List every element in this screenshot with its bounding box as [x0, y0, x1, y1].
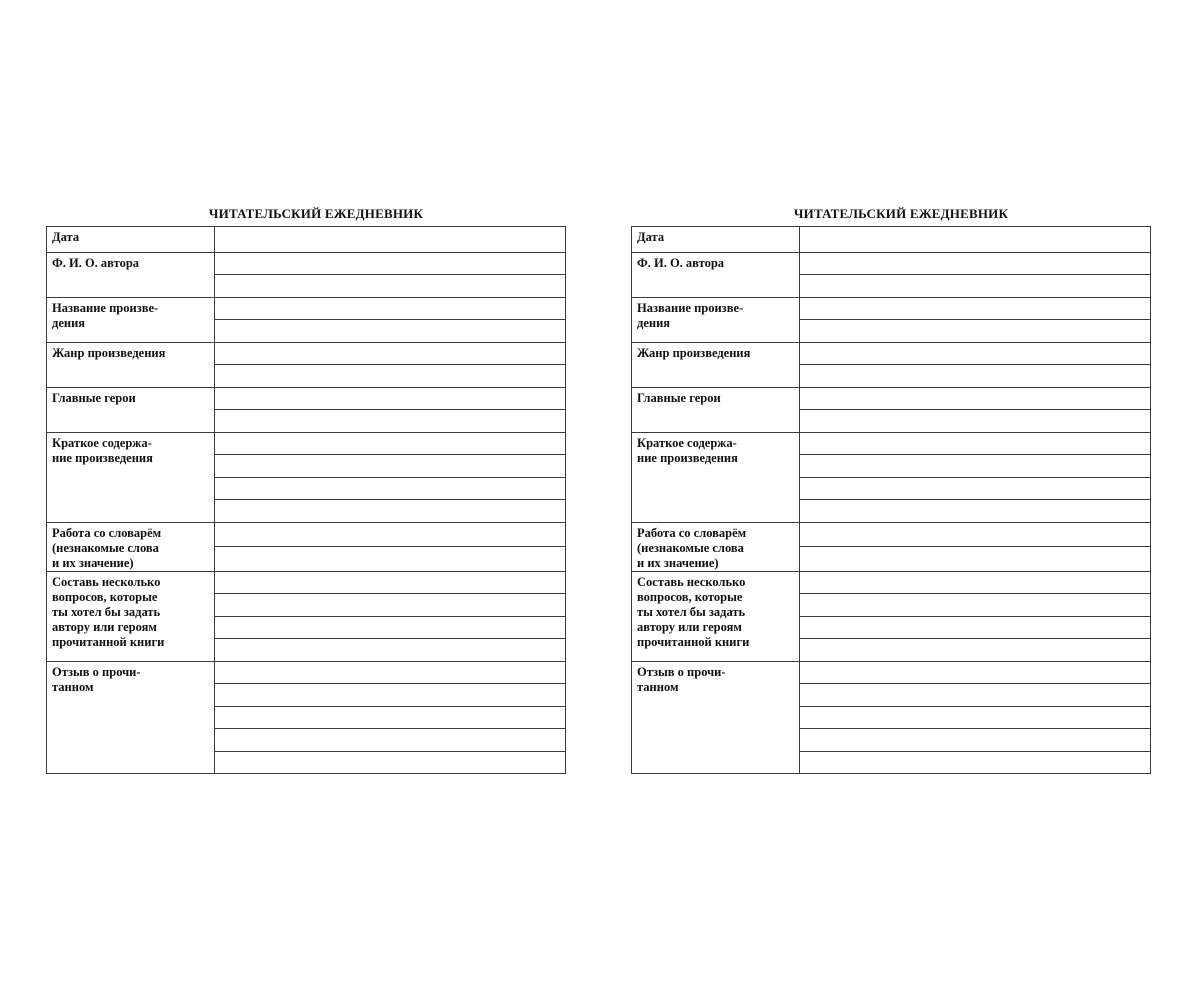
- field-label: Составь несколько вопросов, которые ты хотел бы задать автору или героям прочитанной книги: [632, 571, 800, 661]
- blank-writing-line[interactable]: [800, 297, 1151, 320]
- form-row: [632, 387, 1151, 410]
- field-label: Работа со словарём (незнакомые слова и их значение): [632, 522, 800, 571]
- field-label: Ф. И. О. автора: [47, 252, 215, 297]
- form-row: [47, 571, 566, 594]
- blank-writing-line[interactable]: [800, 522, 1151, 547]
- blank-writing-line[interactable]: [800, 252, 1151, 275]
- form-row: [632, 661, 1151, 684]
- blank-writing-line[interactable]: [215, 455, 566, 478]
- blank-writing-line[interactable]: [215, 365, 566, 388]
- blank-writing-line[interactable]: [215, 320, 566, 343]
- reading-diary-form: [631, 226, 1151, 774]
- form-row: [47, 387, 566, 410]
- field-label: Главные герои: [47, 387, 215, 432]
- form-row: [632, 571, 1151, 594]
- field-label: Составь несколько вопросов, которые ты хотел бы задать автору или героям прочитанной книги: [47, 571, 215, 661]
- blank-writing-line[interactable]: [800, 410, 1151, 433]
- blank-writing-line[interactable]: [800, 751, 1151, 774]
- blank-writing-line[interactable]: [215, 594, 566, 617]
- blank-writing-line[interactable]: [800, 547, 1151, 572]
- field-label: Дата: [47, 227, 215, 253]
- reading-diary-page-right: [631, 202, 1151, 774]
- blank-writing-line[interactable]: [215, 522, 566, 547]
- field-label: Название произве- дения: [632, 297, 800, 342]
- page-title: ЧИТАТЕЛЬСКИЙ ЕЖЕДНЕВНИК: [208, 206, 424, 221]
- blank-writing-line[interactable]: [800, 616, 1151, 639]
- form-row: [47, 342, 566, 365]
- blank-writing-line[interactable]: [800, 387, 1151, 410]
- form-row: [47, 252, 566, 275]
- blank-writing-line[interactable]: [800, 320, 1151, 343]
- blank-writing-line[interactable]: [215, 342, 566, 365]
- form-row: [47, 661, 566, 684]
- field-label: Название произве- дения: [47, 297, 215, 342]
- blank-writing-line[interactable]: [800, 706, 1151, 729]
- blank-writing-line[interactable]: [800, 432, 1151, 455]
- blank-writing-line[interactable]: [215, 387, 566, 410]
- reading-diary-page-left: [46, 202, 566, 774]
- blank-writing-line[interactable]: [215, 500, 566, 523]
- field-label: Дата: [632, 227, 800, 253]
- blank-writing-line[interactable]: [800, 639, 1151, 662]
- blank-writing-line[interactable]: [215, 410, 566, 433]
- blank-writing-line[interactable]: [800, 342, 1151, 365]
- blank-writing-line[interactable]: [800, 455, 1151, 478]
- form-row: [632, 252, 1151, 275]
- blank-writing-line[interactable]: [215, 684, 566, 707]
- blank-writing-line[interactable]: [800, 500, 1151, 523]
- form-row: [632, 297, 1151, 320]
- blank-writing-line[interactable]: [800, 571, 1151, 594]
- blank-writing-line[interactable]: [215, 729, 566, 752]
- field-label: Главные герои: [632, 387, 800, 432]
- blank-writing-line[interactable]: [800, 684, 1151, 707]
- page-title: ЧИТАТЕЛЬСКИЙ ЕЖЕДНЕВНИК: [793, 206, 1009, 221]
- blank-writing-line[interactable]: [215, 275, 566, 298]
- field-label: Жанр произведения: [47, 342, 215, 387]
- blank-writing-line[interactable]: [215, 547, 566, 572]
- blank-writing-line[interactable]: [215, 571, 566, 594]
- field-label: Ф. И. О. автора: [632, 252, 800, 297]
- blank-writing-line[interactable]: [215, 252, 566, 275]
- field-label: Отзыв о прочи- танном: [632, 661, 800, 774]
- blank-writing-line[interactable]: [800, 365, 1151, 388]
- form-row: [632, 342, 1151, 365]
- blank-writing-line[interactable]: [215, 432, 566, 455]
- form-row: [47, 522, 566, 547]
- blank-writing-line[interactable]: [800, 594, 1151, 617]
- blank-writing-line[interactable]: [800, 275, 1151, 298]
- blank-writing-line[interactable]: [215, 751, 566, 774]
- field-label: Отзыв о прочи- танном: [47, 661, 215, 774]
- form-row: [47, 227, 566, 253]
- form-row: [632, 522, 1151, 547]
- field-label: Работа со словарём (незнакомые слова и их значение): [47, 522, 215, 571]
- blank-writing-line[interactable]: [800, 661, 1151, 684]
- reading-diary-form: [46, 226, 566, 774]
- blank-writing-line[interactable]: [215, 639, 566, 662]
- blank-writing-line[interactable]: [800, 227, 1151, 253]
- form-row: [47, 297, 566, 320]
- blank-writing-line[interactable]: [215, 616, 566, 639]
- blank-writing-line[interactable]: [215, 227, 566, 253]
- blank-writing-line[interactable]: [215, 706, 566, 729]
- blank-writing-line[interactable]: [215, 477, 566, 500]
- blank-writing-line[interactable]: [215, 661, 566, 684]
- form-row: [632, 227, 1151, 253]
- blank-writing-line[interactable]: [800, 729, 1151, 752]
- field-label: Краткое содержа- ние произведения: [632, 432, 800, 522]
- form-row: [47, 432, 566, 455]
- field-label: Краткое содержа- ние произведения: [47, 432, 215, 522]
- form-row: [632, 432, 1151, 455]
- blank-writing-line[interactable]: [800, 477, 1151, 500]
- field-label: Жанр произведения: [632, 342, 800, 387]
- blank-writing-line[interactable]: [215, 297, 566, 320]
